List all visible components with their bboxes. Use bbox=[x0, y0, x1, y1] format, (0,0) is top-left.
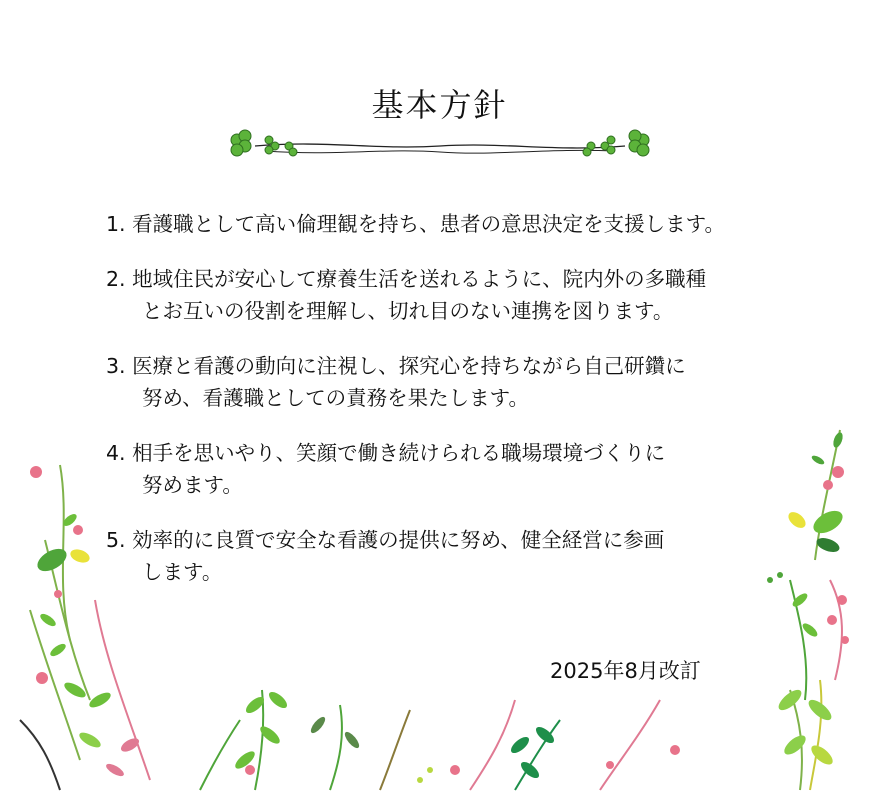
policy-number: 4. bbox=[106, 441, 126, 465]
right-clover-icon bbox=[583, 130, 649, 156]
policy-text-continuation: 努め、看護職としての責務を果たします。 bbox=[142, 386, 530, 410]
policy-list bbox=[106, 208, 806, 611]
policy-item-5 bbox=[106, 524, 806, 588]
policy-text: 看護職として高い倫理観を持ち、患者の意思決定を支援します。 bbox=[132, 212, 725, 236]
revision-date: 2025年8月改訂 bbox=[550, 659, 701, 683]
left-blossoms bbox=[30, 466, 83, 684]
bottom-blossoms bbox=[245, 745, 680, 783]
policy-number: 3. bbox=[106, 354, 126, 378]
page-title: 基本方針 bbox=[371, 86, 508, 124]
policy-number: 2. bbox=[106, 267, 126, 291]
policy-item-2 bbox=[106, 263, 806, 327]
bottom-foliage bbox=[200, 690, 660, 790]
policy-text-continuation: 努めます。 bbox=[142, 473, 243, 497]
clover-divider-ornament bbox=[225, 126, 655, 166]
policy-item-3 bbox=[106, 350, 806, 414]
policy-item-4 bbox=[106, 437, 806, 501]
bottom-leaves bbox=[233, 689, 557, 781]
policy-number: 5. bbox=[106, 528, 126, 552]
policy-text: 医療と看護の動向に注視し、探究心を持ちながら自己研鑽に bbox=[132, 354, 686, 378]
policy-text-continuation: とお互いの役割を理解し、切れ目のない連携を図ります。 bbox=[142, 299, 674, 323]
policy-text: 相手を思いやり、笑顔で働き続けられる職場環境づくりに bbox=[132, 441, 666, 465]
policy-text: 地域住民が安心して療養生活を送れるように、院内外の多職種 bbox=[132, 267, 707, 291]
policy-text-continuation: します。 bbox=[142, 560, 223, 584]
policy-text: 効率的に良質で安全な看護の提供に努め、健全経営に参画 bbox=[132, 528, 665, 552]
policy-number: 1. bbox=[106, 212, 126, 236]
policy-item-1 bbox=[106, 208, 806, 240]
